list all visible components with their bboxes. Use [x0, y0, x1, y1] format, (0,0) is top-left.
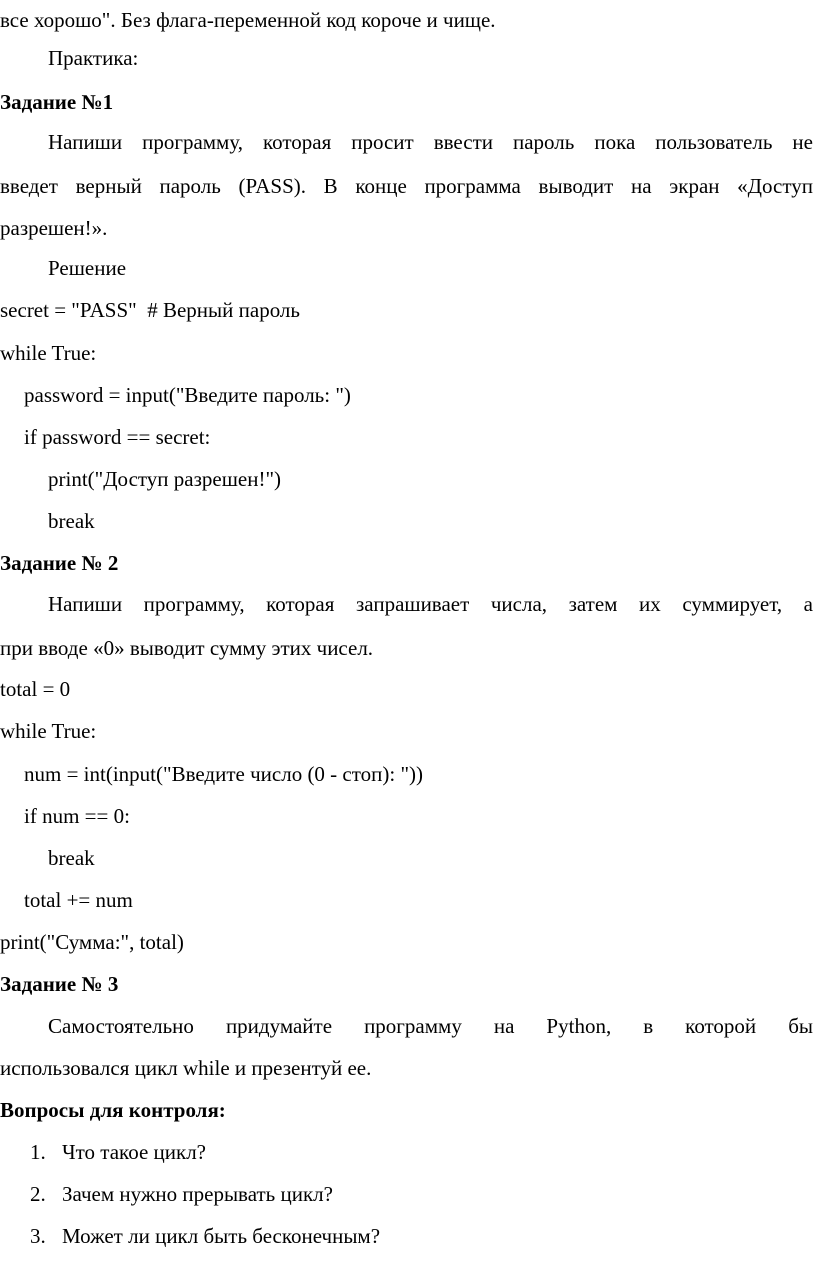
code-line: break [48, 509, 95, 533]
code-line: if num == 0: [24, 804, 130, 828]
code-line: secret = "PASS" # Верный пароль [0, 298, 300, 322]
solution-label: Решение [48, 256, 127, 280]
task-3-text-line-1: Самостоятельно придумайте программу на Python, в которой бы [48, 1014, 813, 1038]
task-1-text-line-1: Напиши программу, которая просит ввести пароль пока пользователь не [48, 130, 813, 154]
code-line: break [48, 846, 95, 870]
code-line: total = 0 [0, 677, 71, 701]
list-item-number: 1. [30, 1140, 46, 1164]
code-line: total += num [24, 888, 133, 912]
task-1-heading: Задание №1 [0, 90, 114, 114]
code-line: num = int(input("Введите число (0 - стоп): ")) [24, 762, 424, 786]
paragraph-line: все хорошо". Без флага-переменной код короче и чище. [0, 8, 496, 32]
control-questions-heading: Вопросы для контроля: [0, 1098, 226, 1122]
task-1-text-line-2: введет верный пароль (PASS). В конце программа выводит на экран «Доступ [0, 174, 813, 198]
task-2-text-line-2: при вводе «0» выводит сумму этих чисел. [0, 636, 374, 660]
section-label-practice: Практика: [48, 46, 139, 70]
task-2-heading: Задание № 2 [0, 551, 119, 575]
code-line: print("Доступ разрешен!") [48, 467, 282, 491]
code-line: while True: [0, 341, 97, 365]
list-item-number: 2. [30, 1182, 46, 1206]
task-3-text-line-2: использовался цикл while и презентуй ее. [0, 1056, 372, 1080]
code-line: if password == secret: [24, 425, 211, 449]
list-item-text: Может ли цикл быть бесконечным? [62, 1224, 381, 1248]
task-3-heading: Задание № 3 [0, 972, 119, 996]
task-1-text-line-3: разрешен!». [0, 216, 108, 240]
code-line: password = input("Введите пароль: ") [24, 383, 351, 407]
list-item-text: Зачем нужно прерывать цикл? [62, 1182, 333, 1206]
code-line: while True: [0, 719, 97, 743]
task-2-text-line-1: Напиши программу, которая запрашивает числа, затем их суммирует, а [48, 592, 813, 616]
list-item-text: Что такое цикл? [62, 1140, 206, 1164]
code-line: print("Сумма:", total) [0, 930, 184, 954]
list-item-number: 3. [30, 1224, 46, 1248]
